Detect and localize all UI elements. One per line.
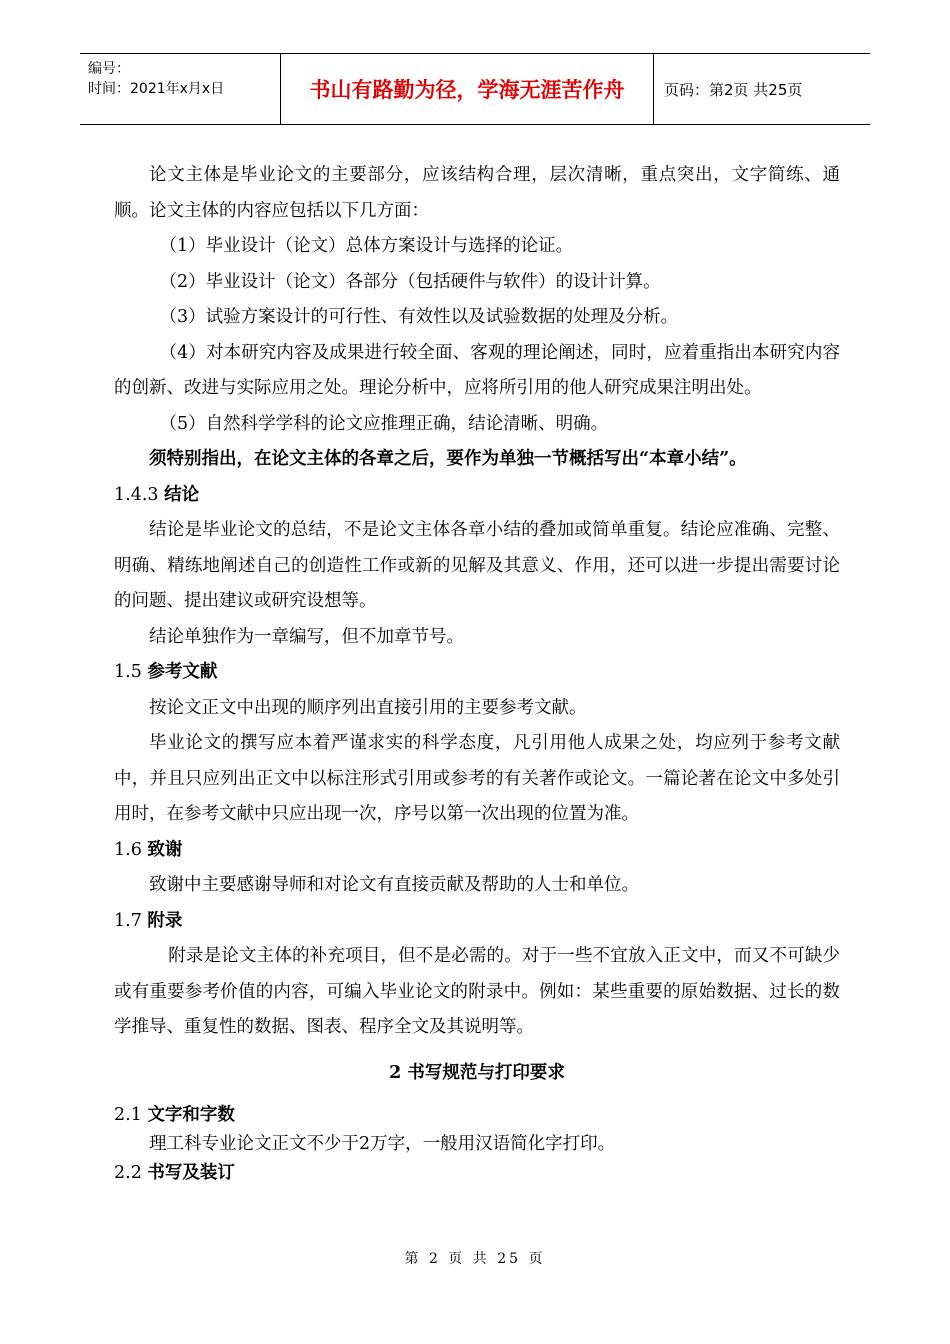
section-title: 附录 [147, 910, 183, 931]
section-title: 文字和字数 [147, 1105, 235, 1125]
section-heading-1-5 [114, 655, 840, 691]
paragraph-conclusion-note: 结论单独作为一章编写，但不加章节号。 [149, 626, 464, 647]
section-number: 1.7 [114, 910, 148, 931]
list-item: （3）试验方案设计的可行性、有效性以及试验数据的处理及分析。 [159, 307, 679, 327]
list-item: （2）毕业设计（论文）各部分（包括硬件与软件）的设计计算。 [159, 271, 661, 292]
header-motto: 书山有路勤为径，学海无涯苦作舟 [280, 54, 654, 124]
section-heading-2-2 [114, 1159, 840, 1188]
section-number: 1.4.3 [114, 484, 165, 505]
paragraph-references-order: 按论文正文中出现的顺序列出直接引用的主要参考文献。 [149, 697, 587, 718]
section-number: 2.1 [114, 1105, 148, 1125]
paragraph-appendix: 附录是论文主体的补充项目，但不是必需的。对于一些不宜放入正文中，而又不可缺少或有重要参考价值的内容，可编入毕业论文的附录中。例如：某些重要的原始数据、过长的数学推导、重复性的数据、图表、程序全文及其说明等。 [114, 946, 840, 1037]
paragraph-acknowledgement: 致谢中主要感谢导师和对论文有直接贡献及帮助的人士和单位。 [149, 875, 639, 895]
list-item: （1）毕业设计（论文）总体方案设计与选择的论证。 [159, 236, 574, 256]
paragraph-conclusion: 结论是毕业论文的总结，不是论文主体各章小结的叠加或简单重复。结论应准确、完整、明确、精练地阐述自己的创造性工作或新的见解及其意义、作用，还可以进一步提出需要讨论的问题、提出建议或研究设想等。 [114, 520, 840, 611]
list-item: （4）对本研究内容及成果进行较全面、客观的理论阐述，同时，应着重指出本研究内容的创新、改进与实际应用之处。理论分析中，应将所引用的他人研究成果注明出处。 [114, 342, 840, 398]
section-title: 书写及装订 [147, 1163, 235, 1183]
page-header [80, 53, 870, 125]
section-number: 2.2 [114, 1163, 148, 1183]
document-body [114, 158, 840, 1188]
header-page-label: 页码：第2页 共25页 [664, 80, 803, 99]
section-number: 1.6 [114, 839, 148, 860]
header-meta [80, 54, 280, 124]
section-heading-1-6 [114, 833, 840, 869]
date-label: 时间：2021年x月x日 [88, 81, 225, 97]
section-title: 参考文献 [147, 662, 218, 682]
chapter-heading-2: 2 书写规范与打印要求 [389, 1062, 565, 1083]
paragraph-main-body: 论文主体是毕业论文的主要部分，应该结构合理，层次清晰，重点突出，文字简练、通顺。论文主体的内容应包括以下几方面： [114, 165, 840, 221]
paragraph-references-rules: 毕业论文的撰写应本着严谨求实的科学态度，凡引用他人成果之处，均应列于参考文献中，并且只应列出正文中以标注形式引用或参考的有关著作或论文。一篇论著在论文中多处引用时，在参考文献中只应出现一次，序号以第一次出现的位置为准。 [114, 733, 840, 824]
section-title: 致谢 [147, 839, 183, 860]
paragraph-word-count: 理工科专业论文正文不少于2万字，一般用汉语简化字打印。 [149, 1134, 616, 1154]
section-number: 1.5 [114, 662, 148, 682]
page-footer: 第 2 页 共 25 页 [404, 1251, 546, 1267]
list-item: （5）自然科学学科的论文应推理正确，结论清晰、明确。 [159, 413, 609, 434]
bold-note: 须特别指出，在论文主体的各章之后，要作为单独一节概括写出“本章小结”。 [149, 449, 747, 469]
section-heading-2-1 [114, 1101, 840, 1130]
section-heading-1-7 [114, 904, 840, 940]
number-label: 编号： [88, 61, 130, 77]
section-heading-1-4-3 [114, 478, 840, 514]
section-title: 结论 [164, 484, 200, 505]
